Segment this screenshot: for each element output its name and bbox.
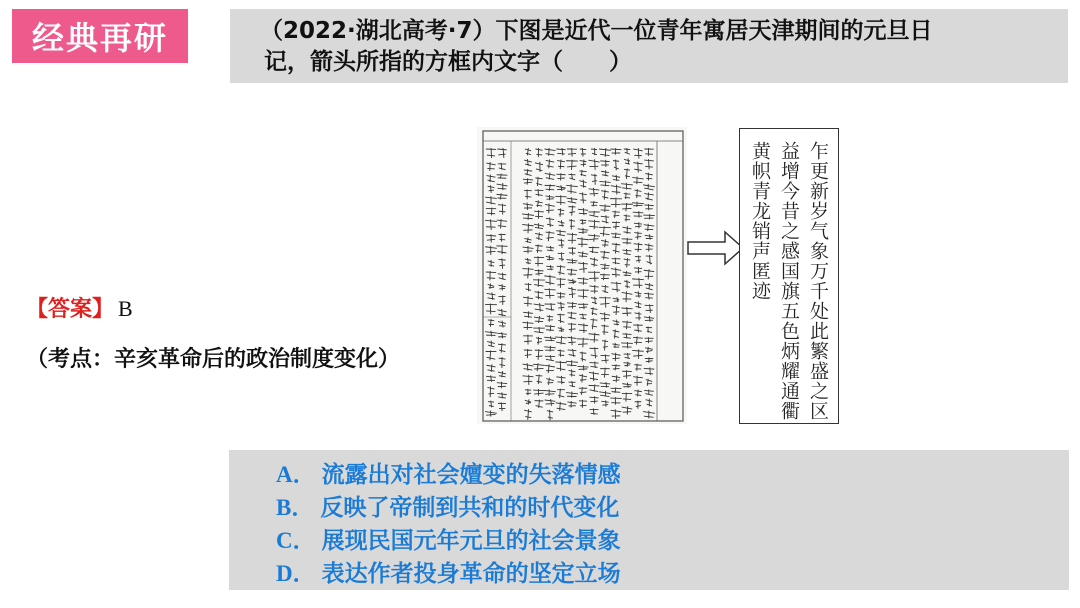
question-text — [260, 16, 1050, 78]
transcript-box — [739, 128, 839, 424]
option-a-text: 流露出对社会嬗变的失落情感 — [321, 462, 621, 488]
exam-point-note: （考点：辛亥革命后的政治制度变化） — [26, 347, 401, 372]
option-b-text: 反映了帝制到共和的时代变化 — [320, 495, 620, 521]
section-tag: 经典再研 — [12, 9, 188, 63]
question-line-2: 记，箭头所指的方框内文字（ ） — [264, 49, 632, 75]
option-d-letter: D． — [276, 561, 316, 586]
option-c[interactable] — [276, 522, 621, 555]
transcript-column-2: 益增今昔之感国旗五色炳耀通衢 — [778, 141, 800, 421]
answer-line — [26, 292, 133, 323]
option-d[interactable] — [276, 555, 621, 588]
option-b-letter: B． — [276, 495, 315, 520]
arrow-icon — [687, 230, 745, 266]
option-a[interactable] — [276, 456, 621, 489]
option-b[interactable] — [276, 489, 619, 522]
answer-value: B — [118, 296, 133, 321]
answer-label: 【答案】 — [26, 297, 115, 322]
diary-scan-image — [477, 127, 687, 424]
option-d-text: 表达作者投身革命的坚定立场 — [321, 561, 621, 587]
transcript-column-1: 乍更新岁气象万千处此繁盛之区 — [807, 141, 829, 421]
options-panel — [229, 450, 1069, 590]
question-line-1: （2022·湖北高考·7）下图是近代一位青年寓居天津期间的元旦日 — [260, 18, 933, 44]
option-c-text: 展现民国元年元旦的社会景象 — [321, 528, 621, 554]
transcript-column-3: 黄帜青龙销声匿迹 — [749, 141, 771, 301]
option-a-letter: A． — [276, 462, 316, 487]
option-c-letter: C． — [276, 528, 316, 553]
question-panel — [230, 9, 1068, 83]
